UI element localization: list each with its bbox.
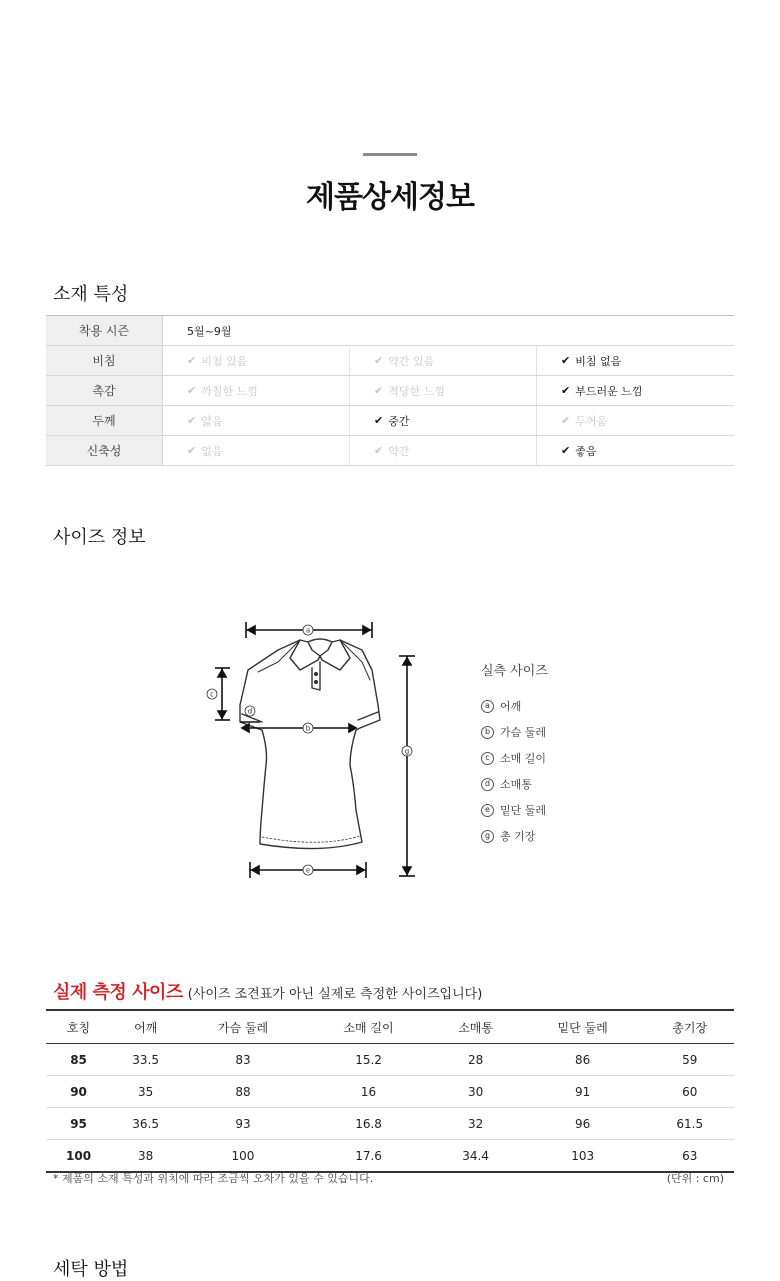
check-icon: ✔: [374, 414, 384, 427]
wash-section-title: 세탁 방법: [53, 1259, 129, 1280]
measured-size-subtitle: (사이즈 조견표가 아닌 실제로 측정한 사이즈입니다): [187, 987, 483, 1002]
size-value-cell: 38: [111, 1140, 180, 1173]
size-label-cell: 90: [46, 1076, 111, 1108]
size-value-cell: 83: [180, 1044, 306, 1076]
material-option-text: 중간: [388, 414, 410, 428]
material-option: [163, 376, 350, 405]
size-value-cell: 86: [520, 1044, 646, 1076]
size-value-cell: 60: [645, 1076, 734, 1108]
legend-item: [481, 797, 548, 823]
size-label-cell: 95: [46, 1108, 111, 1140]
legend-key-circle: d: [481, 778, 494, 791]
size-value-cell: 96: [520, 1108, 646, 1140]
legend-item: [481, 745, 548, 771]
legend-key-circle: c: [481, 752, 494, 765]
legend-item: [481, 823, 548, 849]
check-icon: ✔: [374, 444, 384, 457]
legend-text: 어깨: [500, 700, 522, 713]
check-icon: ✔: [561, 354, 571, 367]
size-legend: [481, 660, 548, 849]
size-table-header-cell: 호칭: [46, 1010, 111, 1044]
material-option: [537, 376, 734, 405]
measured-size-heading: [53, 978, 482, 1004]
legend-text: 밑단 둘레: [500, 804, 547, 817]
table-row: [46, 1140, 734, 1173]
check-icon: ✔: [187, 384, 197, 397]
legend-item: [481, 693, 548, 719]
material-row: [46, 346, 734, 376]
legend-text: 가슴 둘레: [500, 726, 547, 739]
material-option-text: 비침 있음: [201, 354, 248, 368]
legend-key-circle: e: [481, 804, 494, 817]
material-option-text: 까칠한 느낌: [201, 384, 258, 398]
check-icon: ✔: [561, 384, 571, 397]
material-option: [163, 406, 350, 435]
legend-item: [481, 719, 548, 745]
legend-key-circle: b: [481, 726, 494, 739]
material-row-label: 두께: [46, 406, 163, 435]
size-value-cell: 33.5: [111, 1044, 180, 1076]
material-option: [163, 346, 350, 375]
size-value-cell: 32: [431, 1108, 520, 1140]
diagram-key-b: b: [305, 724, 311, 733]
size-value-cell: 61.5: [645, 1108, 734, 1140]
size-label-cell: 100: [46, 1140, 111, 1173]
size-value-cell: 88: [180, 1076, 306, 1108]
diagram-key-e: e: [305, 866, 311, 875]
size-value-cell: 17.6: [306, 1140, 432, 1173]
material-option: [163, 436, 350, 465]
check-icon: ✔: [374, 354, 384, 367]
table-row: [46, 1108, 734, 1140]
diagram-key-a: a: [305, 626, 311, 635]
title-divider: [363, 153, 417, 156]
legend-title: 실측 사이즈: [481, 664, 548, 679]
size-section-title: 사이즈 정보: [53, 527, 146, 548]
material-option-text: 비침 없음: [575, 354, 622, 368]
size-table-header-cell: 소매 길이: [306, 1010, 432, 1044]
material-option-text: 약간 있음: [388, 354, 435, 368]
material-row-label: 촉감: [46, 376, 163, 405]
check-icon: ✔: [561, 444, 571, 457]
legend-text: 총 기장: [500, 830, 536, 843]
material-option: [350, 406, 537, 435]
material-option-text: 좋음: [575, 444, 597, 458]
size-value-cell: 91: [520, 1076, 646, 1108]
material-option: [537, 346, 734, 375]
check-icon: ✔: [187, 354, 197, 367]
size-table-header-cell: 소매통: [431, 1010, 520, 1044]
legend-text: 소매통: [500, 778, 532, 791]
material-table: [46, 315, 734, 466]
legend-key-circle: a: [481, 700, 494, 713]
size-value-cell: 16: [306, 1076, 432, 1108]
material-option: [350, 436, 537, 465]
page-title: 제품상세정보: [306, 180, 474, 215]
check-icon: ✔: [187, 414, 197, 427]
polo-shirt-diagram: [200, 610, 440, 885]
material-option-text: 적당한 느낌: [388, 384, 445, 398]
size-label-cell: 85: [46, 1044, 111, 1076]
size-table-header-cell: 총기장: [645, 1010, 734, 1044]
size-value-cell: 103: [520, 1140, 646, 1173]
material-row: [46, 406, 734, 436]
size-table-header-cell: 어깨: [111, 1010, 180, 1044]
season-value: 5월~9월: [187, 324, 232, 338]
check-icon: ✔: [374, 384, 384, 397]
material-row: [46, 376, 734, 406]
size-table-header: [46, 1010, 734, 1044]
legend-text: 소매 길이: [500, 752, 547, 765]
diagram-key-c: c: [210, 690, 214, 699]
material-option: [537, 436, 734, 465]
size-table-header-cell: 가슴 둘레: [180, 1010, 306, 1044]
material-option-text: 없음: [201, 444, 223, 458]
measured-size-title: 실제 측정 사이즈: [53, 982, 183, 1003]
size-value-cell: 28: [431, 1044, 520, 1076]
material-row-season: [46, 316, 734, 346]
check-icon: ✔: [561, 414, 571, 427]
size-value-cell: 16.8: [306, 1108, 432, 1140]
material-section-title: 소재 특성: [53, 284, 129, 305]
material-option: [537, 406, 734, 435]
size-value-cell: 15.2: [306, 1044, 432, 1076]
material-option-text: 두꺼움: [575, 414, 608, 428]
size-unit: (단위 : cm): [666, 1172, 724, 1185]
size-value-cell: 63: [645, 1140, 734, 1173]
material-row-label: 비침: [46, 346, 163, 375]
diagram-key-g: g: [404, 747, 410, 756]
size-value-cell: 30: [431, 1076, 520, 1108]
material-option: [350, 346, 537, 375]
material-option-text: 약간: [388, 444, 410, 458]
legend-key-circle: g: [481, 830, 494, 843]
material-option-text: 얇음: [201, 414, 223, 428]
size-value-cell: 59: [645, 1044, 734, 1076]
check-icon: ✔: [187, 444, 197, 457]
size-value-cell: 36.5: [111, 1108, 180, 1140]
legend-item: [481, 771, 548, 797]
table-row: [46, 1076, 734, 1108]
material-row-label: 착용 시즌: [46, 316, 163, 345]
material-row: [46, 436, 734, 466]
size-value-cell: 100: [180, 1140, 306, 1173]
polo-shirt-icon: [200, 610, 440, 885]
material-row-label: 신축성: [46, 436, 163, 465]
size-value-cell: 35: [111, 1076, 180, 1108]
material-option: [350, 376, 537, 405]
size-value-cell: 93: [180, 1108, 306, 1140]
diagram-key-d: d: [247, 707, 253, 716]
table-row: [46, 1044, 734, 1076]
size-table: [46, 1009, 734, 1173]
size-value-cell: 34.4: [431, 1140, 520, 1173]
size-note: * 제품의 소재 특성과 위치에 따라 조금씩 오차가 있을 수 있습니다.: [53, 1172, 374, 1185]
size-table-header-cell: 밑단 둘레: [520, 1010, 646, 1044]
material-option-text: 부드러운 느낌: [575, 384, 643, 398]
